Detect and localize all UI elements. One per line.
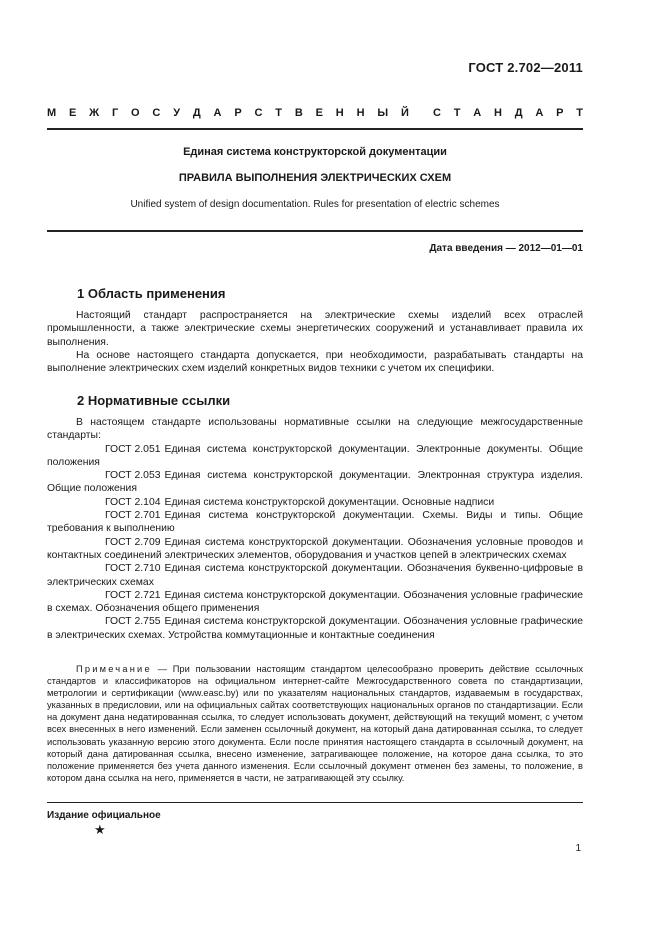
- reference-item: [47, 536, 583, 563]
- star-icon: ★: [94, 822, 106, 837]
- note-paragraph: [47, 663, 583, 784]
- document-title: ПРАВИЛА ВЫПОЛНЕНИЯ ЭЛЕКТРИЧЕСКИХ СХЕМ: [178, 172, 452, 184]
- reference-item: [47, 443, 583, 470]
- reference-item: [47, 469, 583, 496]
- reference-code: ГОСТ 2.721: [105, 589, 161, 601]
- document-number: ГОСТ 2.702—2011: [468, 60, 583, 75]
- banner-letter: Н: [356, 107, 365, 119]
- reference-title: Единая система конструкторской документации. Схемы. Виды и типы. Общие требования к выполнению: [47, 510, 583, 535]
- reference-code: ГОСТ 2.104: [105, 496, 161, 508]
- standard-type-word-1: [47, 107, 409, 119]
- banner-letter: М: [47, 107, 57, 119]
- banner-letter: О: [131, 107, 140, 119]
- section-1-heading: 1 Область применения: [77, 286, 226, 301]
- reference-code: ГОСТ 2.701: [105, 510, 161, 522]
- reference-item: [47, 496, 583, 509]
- banner-letter: С: [152, 107, 161, 119]
- reference-title: Единая система конструкторской документации. Электронные документы. Общие положения: [47, 443, 583, 468]
- reference-title: Единая система конструкторской документации. Обозначения условные графические в электрических схемах. Устройства коммутационные и контактные соединения: [47, 616, 583, 641]
- system-title: Единая система конструкторской документации: [183, 146, 447, 158]
- banner-letter: А: [473, 107, 482, 119]
- reference-title: Единая система конструкторской документации. Обозначения условные графические в схемах. Обозначения общего применения: [47, 589, 583, 615]
- banner-letter: Н: [335, 107, 344, 119]
- reference-code: ГОСТ 2.053: [105, 470, 161, 482]
- banner-letter: В: [294, 107, 303, 119]
- banner-letter: Т: [576, 107, 583, 119]
- title-rule: [47, 230, 583, 232]
- banner-letter: А: [213, 107, 222, 119]
- reference-item: [47, 562, 583, 589]
- reference-item: [47, 615, 583, 642]
- introduction-date: Дата введения — 2012—01—01: [429, 243, 583, 254]
- note-label: Примечание: [76, 664, 152, 674]
- banner-letter: Ж: [89, 107, 100, 119]
- banner-letter: Е: [69, 107, 77, 119]
- banner-letter: С: [433, 107, 441, 119]
- banner-letter: Д: [514, 107, 523, 119]
- official-edition-label: Издание официальное: [47, 810, 161, 821]
- reference-item: [47, 509, 583, 536]
- page-number: 1: [575, 843, 581, 854]
- header-rule: [47, 128, 583, 130]
- paragraph: В настоящем стандарте использованы нормативные ссылки на следующие межгосударственные стандарты:: [47, 417, 583, 442]
- banner-letter: Д: [192, 107, 201, 119]
- reference-title: Единая система конструкторской документации. Электронная структура изделия. Общие положения: [47, 470, 583, 495]
- banner-letter: Е: [315, 107, 323, 119]
- reference-title: Единая система конструкторской документации. Обозначения условные проводов и контактных соединений электрических элементов, оборудования и участков цепей в электрических схемах: [47, 536, 583, 561]
- banner-letter: Ы: [377, 107, 389, 119]
- banner-letter: Т: [453, 107, 461, 119]
- reference-code: ГОСТ 2.051: [105, 443, 161, 455]
- reference-item: [47, 589, 583, 616]
- footer-rule: [47, 802, 583, 803]
- paragraph: Настоящий стандарт распространяется на электрические схемы изделий всех отраслей промышленности, а также электрические схемы энергетических сооружений и устанавливает правила их выполнения.: [47, 310, 583, 348]
- reference-title: Единая система конструкторской документации. Обозначения буквенно-цифровые в электрических схемах: [47, 563, 583, 588]
- section-1-body: [47, 309, 583, 375]
- banner-letter: С: [254, 107, 263, 119]
- banner-letter: Р: [556, 107, 564, 119]
- banner-letter: Т: [275, 107, 283, 119]
- banner-letter: А: [535, 107, 544, 119]
- section-2-body: [47, 416, 583, 642]
- note-text: — При пользовании настоящим стандартом целесообразно проверить действие ссылочных стандартов и классификаторов на официальном интернет-сайте Межгосударственного совета по стандартизации, метрологии и сертификации (www.easc.by) или по указателям национальных стандартов, издаваемым в государствах, указанных в предисловии, или на официальных сайтах соответствующих национальных органов по стандартизации. Если на документ дана недатированная ссылка, то следует использовать документ, действующий на текущий момент, с учетом всех внесенных в него изменений. Если заменен ссылочный документ, на который дана датированная ссылка, то следует использовать указанную версию этого документа. Если после принятия настоящего стандарта в ссылочный документ, на который дана датированная ссылка, внесено изменение, затрагивающее положение, на которое дана ссылка, то это положение применяется без учета данного изменения. Если ссылочный документ отменен без замены, то положение, в котором дана ссылка на него, применяется в части, не затрагивающей эту ссылку.: [47, 664, 583, 783]
- reference-code: ГОСТ 2.755: [105, 616, 161, 628]
- reference-title: Единая система конструкторской документации. Основные надписи: [164, 496, 495, 508]
- banner-letter: У: [173, 107, 181, 119]
- standard-type-word-2: [433, 107, 583, 119]
- reference-code: ГОСТ 2.710: [105, 563, 161, 575]
- paragraph: На основе настоящего стандарта допускается, при необходимости, разрабатывать стандарты на выполнение электрических схем изделий конкретных видов техники с учетом их специфики.: [47, 349, 583, 375]
- banner-letter: Г: [111, 107, 119, 119]
- banner-letter: Р: [234, 107, 242, 119]
- standard-type-banner: [47, 107, 583, 119]
- section-2-heading: 2 Нормативные ссылки: [77, 393, 231, 408]
- banner-letter: Н: [493, 107, 502, 119]
- english-title: Unified system of design documentation. Rules for presentation of electric schemes: [130, 199, 500, 210]
- banner-letter: Й: [400, 107, 409, 119]
- note-block: [47, 663, 583, 784]
- reference-code: ГОСТ 2.709: [105, 536, 161, 548]
